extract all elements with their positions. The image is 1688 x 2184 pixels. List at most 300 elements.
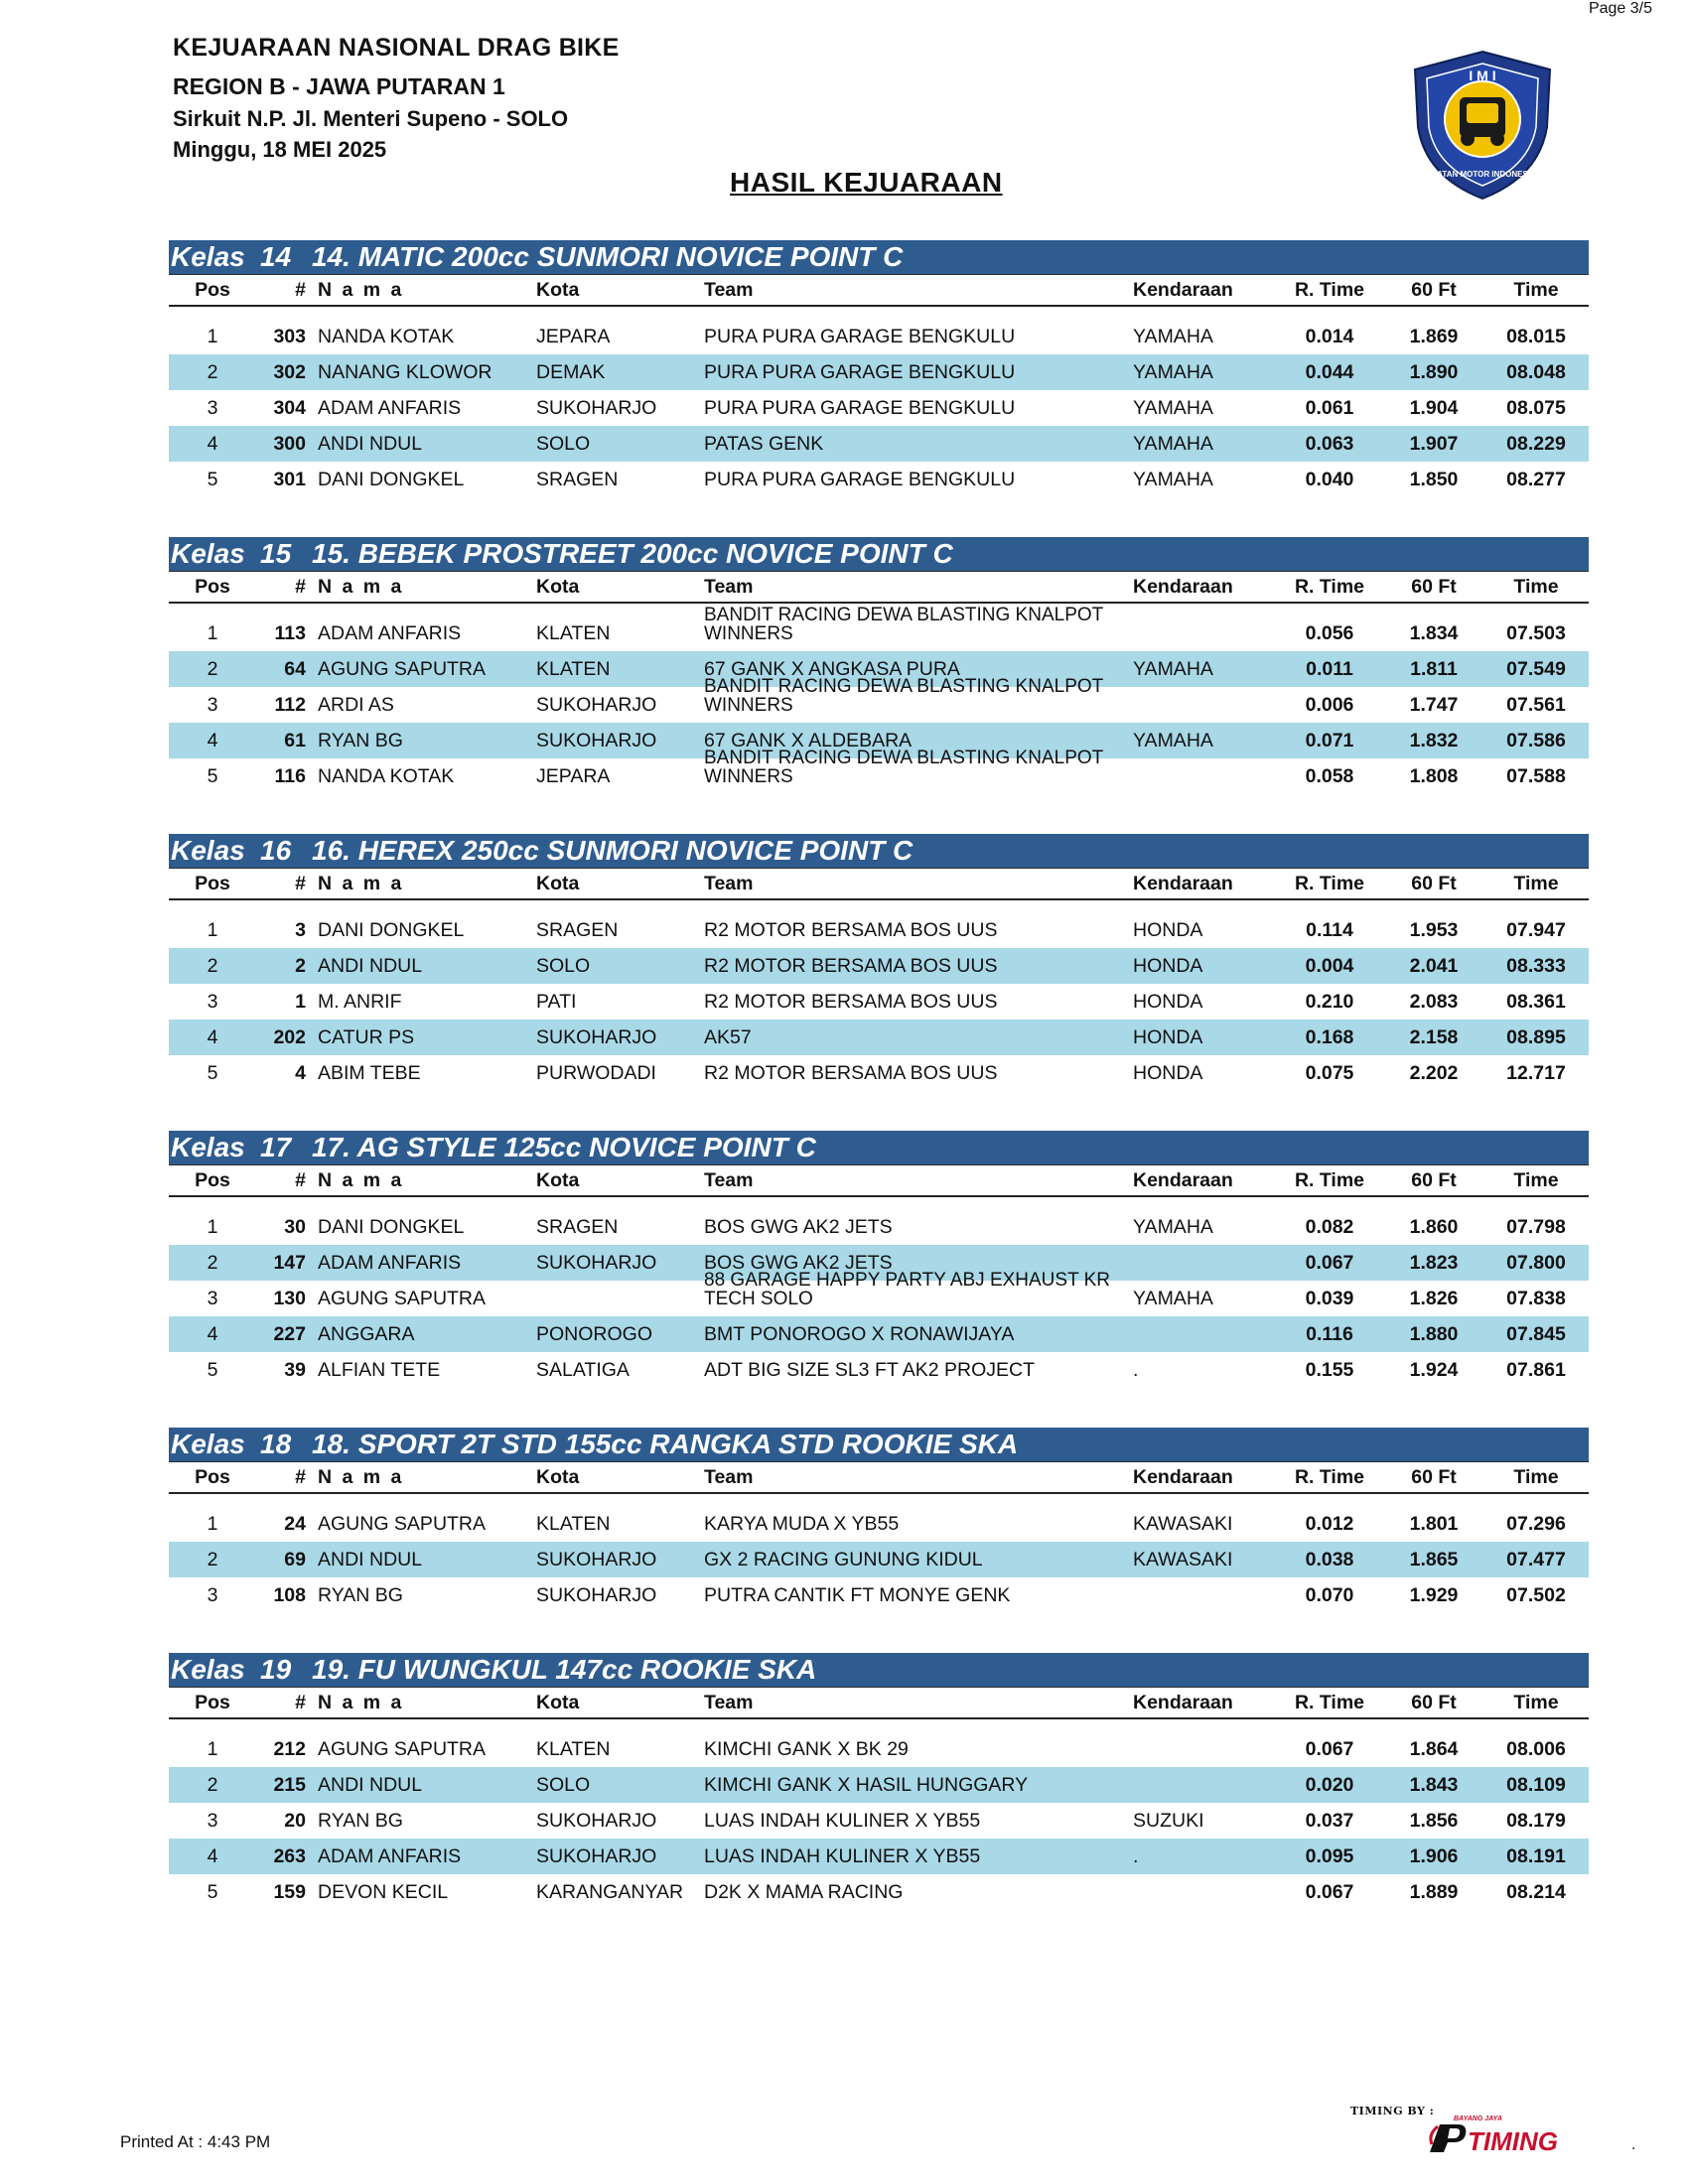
cell-rtime: 0.014: [1305, 325, 1354, 347]
cell-time: 08.361: [1506, 990, 1566, 1013]
cell-rtime: 0.210: [1305, 990, 1354, 1013]
cell-kendaraan: HONDA: [1133, 1061, 1203, 1084]
cell-number: 159: [273, 1880, 306, 1903]
team-text: PURA PURA GARAGE BENGKULU: [704, 469, 1016, 490]
cell-time: 07.947: [1506, 918, 1566, 941]
cell-time: 07.561: [1506, 693, 1566, 716]
cell-kota: KLATEN: [536, 657, 611, 680]
cell-60ft: 1.834: [1409, 621, 1459, 644]
cell-kendaraan: YAMAHA: [1133, 432, 1213, 455]
col-kota-header: Kota: [536, 872, 580, 894]
cell-kendaraan: HONDA: [1133, 918, 1203, 941]
cell-time: 08.895: [1506, 1025, 1566, 1048]
cell-60ft: 2.083: [1409, 990, 1459, 1013]
cell-rtime: 0.011: [1306, 657, 1353, 680]
cell-rtime: 0.039: [1305, 1287, 1354, 1309]
cell-number: 304: [273, 396, 306, 419]
class-section-16: [169, 834, 1589, 1091]
cell-rtime: 0.037: [1305, 1809, 1354, 1832]
cell-time: 12.717: [1506, 1061, 1566, 1084]
cell-name: ALFIAN TETE: [318, 1358, 441, 1381]
cell-number: 116: [274, 764, 306, 787]
team-text: KIMCHI GANK X BK 29: [704, 1738, 909, 1760]
event-date: Minggu, 18 MEI 2025: [173, 137, 387, 163]
cell-time: 07.800: [1506, 1251, 1566, 1274]
cell-kendaraan: HONDA: [1133, 1025, 1203, 1048]
col-team-header: Team: [704, 1168, 754, 1191]
timing-by-label: TIMING BY :: [1350, 2105, 1435, 2117]
cell-name: RYAN BG: [318, 1583, 403, 1606]
cell-kota: PATI: [536, 990, 577, 1013]
cell-name: RYAN BG: [318, 729, 403, 751]
cell-name: ANDI NDUL: [318, 954, 423, 977]
cell-rtime: 0.061: [1305, 396, 1354, 419]
class-section-17: [169, 1131, 1589, 1388]
team-text: R2 MOTOR BERSAMA BOS UUS: [704, 919, 998, 941]
table-row: [169, 1542, 1589, 1577]
col-name-header: N a m a: [318, 1168, 404, 1191]
class-section-18: [169, 1428, 1589, 1613]
col-pos-header: Pos: [195, 872, 230, 894]
cell-rtime: 0.063: [1305, 432, 1354, 455]
cell-rtime: 0.012: [1305, 1512, 1354, 1535]
class-title: 19. FU WUNGKUL 147cc ROOKIE SKA: [312, 1654, 817, 1685]
cell-number: 112: [274, 693, 306, 716]
team-text: BANDIT RACING DEWA BLASTING KNALPOT WINNERS: [704, 605, 1103, 644]
cell-kota: SUKOHARJO: [536, 396, 657, 419]
cell-pos: 4: [207, 432, 218, 455]
class-number: 16: [260, 835, 292, 866]
col-60ft-header: 60 Ft: [1411, 872, 1457, 894]
cell-team: [704, 984, 1133, 1020]
cell-team: [704, 1577, 1133, 1613]
timing-brand: TIMING: [1468, 2126, 1558, 2156]
team-text: 88 GARAGE HAPPY PARTY ABJ EXHAUST KR TECH SOLO: [704, 1270, 1111, 1309]
cell-name: ADAM ANFARIS: [318, 1251, 462, 1274]
team-text: BANDIT RACING DEWA BLASTING KNALPOT WINNERS: [704, 676, 1103, 716]
cell-kota: SRAGEN: [536, 918, 619, 941]
cell-name: ADAM ANFARIS: [318, 396, 462, 419]
cell-pos: 5: [207, 764, 218, 787]
cell-number: 113: [274, 621, 306, 644]
column-headers: [169, 572, 1589, 604]
team-text: BANDIT RACING DEWA BLASTING KNALPOT WINNERS: [704, 748, 1103, 787]
cell-team: [704, 1316, 1133, 1352]
col-kendaraan-header: Kendaraan: [1133, 1168, 1233, 1191]
table-row: [169, 426, 1589, 462]
cell-pos: 5: [207, 1061, 218, 1084]
timing-logo: [1426, 2109, 1605, 2158]
table-row: [169, 354, 1589, 390]
page-number: Page 3/5: [1588, 0, 1652, 17]
class-label: Kelas: [171, 835, 245, 866]
cell-rtime: 0.075: [1305, 1061, 1354, 1084]
event-region: REGION B - JAWA PUTARAN 1: [173, 72, 505, 99]
col-kendaraan-header: Kendaraan: [1133, 1465, 1233, 1488]
results-rows: [169, 307, 1589, 497]
cell-time: 07.798: [1506, 1215, 1566, 1238]
cell-kota: SALATIGA: [536, 1358, 630, 1381]
col-kota-header: Kota: [536, 278, 580, 301]
cell-time: 08.277: [1506, 468, 1566, 490]
cell-kota: SUKOHARJO: [536, 1809, 657, 1832]
cell-number: 302: [273, 360, 306, 383]
class-number: 19: [260, 1654, 292, 1685]
cell-60ft: 1.904: [1409, 396, 1459, 419]
cell-team: [704, 605, 1133, 651]
col-60ft-header: 60 Ft: [1411, 278, 1457, 301]
cell-team: [704, 426, 1133, 462]
cell-team: [704, 676, 1133, 723]
col-rtime-header: R. Time: [1294, 1465, 1365, 1488]
team-text: KARYA MUDA X YB55: [704, 1513, 900, 1535]
logo-top-text: I M I: [1469, 68, 1496, 83]
cell-number: 130: [273, 1287, 306, 1309]
cell-team: [704, 1270, 1133, 1316]
cell-kota: KLATEN: [536, 1512, 611, 1535]
cell-number: 3: [295, 918, 306, 941]
class-heading: [169, 240, 1589, 275]
class-number: 18: [260, 1429, 292, 1459]
col-number-header: #: [295, 1168, 306, 1191]
class-label: Kelas: [171, 1654, 245, 1685]
cell-rtime: 0.038: [1305, 1548, 1354, 1570]
cell-60ft: 1.890: [1409, 360, 1459, 383]
class-title: 14. MATIC 200cc SUNMORI NOVICE POINT C: [312, 241, 904, 272]
cell-time: 08.075: [1506, 396, 1566, 419]
team-text: ADT BIG SIZE SL3 FT AK2 PROJECT: [704, 1359, 1036, 1381]
class-section-14: [169, 240, 1589, 497]
cell-number: 24: [284, 1512, 306, 1535]
cell-number: 301: [273, 468, 306, 490]
cell-rtime: 0.155: [1305, 1358, 1354, 1381]
cell-pos: 5: [207, 1358, 218, 1381]
cell-rtime: 0.004: [1305, 954, 1354, 977]
cell-name: NANDA KOTAK: [318, 325, 455, 347]
footer-mark: .: [1631, 2136, 1636, 2153]
cell-number: 227: [273, 1322, 306, 1345]
cell-pos: 4: [207, 1322, 218, 1345]
cell-60ft: 1.850: [1409, 468, 1459, 490]
cell-60ft: 2.158: [1409, 1025, 1459, 1048]
imi-logo: [1408, 50, 1557, 201]
class-heading: [169, 537, 1589, 572]
table-row: [169, 1209, 1589, 1245]
cell-kendaraan: YAMAHA: [1133, 468, 1213, 490]
cell-kendaraan: SUZUKI: [1133, 1809, 1204, 1832]
printed-at: Printed At : 4:43 PM: [120, 2132, 271, 2151]
table-row: [169, 605, 1589, 651]
cell-pos: 2: [207, 657, 218, 680]
cell-pos: 4: [207, 1844, 218, 1867]
cell-kendaraan: YAMAHA: [1133, 1215, 1213, 1238]
cell-number: 147: [273, 1251, 306, 1274]
cell-pos: 4: [207, 1025, 218, 1048]
cell-number: 1: [295, 990, 306, 1013]
cell-time: 07.502: [1506, 1583, 1566, 1606]
cell-60ft: 2.202: [1409, 1061, 1459, 1084]
cell-number: 61: [284, 729, 306, 751]
team-text: PURA PURA GARAGE BENGKULU: [704, 397, 1016, 419]
col-pos-header: Pos: [195, 1168, 230, 1191]
cell-kendaraan: YAMAHA: [1133, 657, 1213, 680]
cell-pos: 1: [207, 1512, 218, 1535]
cell-team: [704, 1352, 1133, 1388]
col-number-header: #: [295, 1691, 306, 1713]
cell-pos: 3: [207, 1809, 218, 1832]
cell-name: NANDA KOTAK: [318, 764, 455, 787]
col-60ft-header: 60 Ft: [1411, 1465, 1457, 1488]
results-rows: [169, 1197, 1589, 1388]
cell-pos: 2: [207, 1251, 218, 1274]
table-row: [169, 1874, 1589, 1910]
cell-rtime: 0.067: [1305, 1880, 1354, 1903]
cell-rtime: 0.116: [1306, 1322, 1353, 1345]
cell-team: [704, 1731, 1133, 1767]
cell-kendaraan: YAMAHA: [1133, 360, 1213, 383]
col-name-header: N a m a: [318, 1691, 404, 1713]
col-rtime-header: R. Time: [1294, 1691, 1365, 1713]
cell-kota: KLATEN: [536, 1737, 611, 1760]
cell-time: 08.179: [1506, 1809, 1566, 1832]
team-text: BMT PONOROGO X RONAWIJAYA: [704, 1323, 1015, 1345]
event-venue: Sirkuit N.P. Jl. Menteri Supeno - SOLO: [173, 105, 569, 131]
col-time-header: Time: [1513, 872, 1559, 894]
cell-60ft: 1.907: [1409, 432, 1459, 455]
cell-number: 215: [273, 1773, 306, 1796]
cell-name: DANI DONGKEL: [318, 1215, 465, 1238]
col-name-header: N a m a: [318, 575, 404, 598]
team-text: LUAS INDAH KULINER X YB55: [704, 1810, 981, 1832]
col-pos-header: Pos: [195, 1691, 230, 1713]
cell-name: AGUNG SAPUTRA: [318, 1512, 487, 1535]
cell-60ft: 1.889: [1409, 1880, 1459, 1903]
cell-time: 07.861: [1506, 1358, 1566, 1381]
timing-credit: [1350, 2105, 1609, 2164]
cell-kota: SUKOHARJO: [536, 1251, 657, 1274]
team-text: PATAS GENK: [704, 433, 824, 455]
col-kota-header: Kota: [536, 1168, 580, 1191]
cell-number: 2: [295, 954, 306, 977]
cell-60ft: 1.953: [1409, 918, 1459, 941]
cell-name: ADAM ANFARIS: [318, 621, 462, 644]
cell-pos: 2: [207, 954, 218, 977]
cell-kota: SRAGEN: [536, 468, 619, 490]
cell-kendaraan: YAMAHA: [1133, 396, 1213, 419]
col-team-header: Team: [704, 872, 754, 894]
col-number-header: #: [295, 872, 306, 894]
cell-rtime: 0.114: [1306, 918, 1353, 941]
team-text: D2K X MAMA RACING: [704, 1881, 904, 1903]
col-kota-header: Kota: [536, 575, 580, 598]
cell-kendaraan: KAWASAKI: [1133, 1512, 1233, 1535]
cell-rtime: 0.040: [1305, 468, 1354, 490]
col-team-header: Team: [704, 575, 754, 598]
class-title: 17. AG STYLE 125cc NOVICE POINT C: [312, 1132, 816, 1162]
class-section-15: [169, 537, 1589, 794]
class-number: 14: [260, 241, 292, 272]
col-name-header: N a m a: [318, 278, 404, 301]
team-text: 67 GANK X ANGKASA PURA: [704, 658, 960, 680]
cell-team: [704, 912, 1133, 948]
class-heading: [169, 1131, 1589, 1165]
results-rows: [169, 604, 1589, 794]
cell-kendaraan: .: [1133, 1844, 1139, 1867]
cell-time: 07.503: [1506, 621, 1566, 644]
col-number-header: #: [295, 1465, 306, 1488]
cell-pos: 1: [207, 1215, 218, 1238]
col-kota-header: Kota: [536, 1465, 580, 1488]
cell-number: 108: [273, 1583, 306, 1606]
cell-number: 202: [273, 1025, 306, 1048]
cell-team: [704, 1542, 1133, 1577]
cell-time: 08.109: [1506, 1773, 1566, 1796]
cell-pos: 3: [207, 1287, 218, 1309]
cell-rtime: 0.168: [1305, 1025, 1354, 1048]
class-heading: [169, 1653, 1589, 1688]
col-kendaraan-header: Kendaraan: [1133, 278, 1233, 301]
cell-pos: 2: [207, 1548, 218, 1570]
cell-60ft: 1.826: [1409, 1287, 1459, 1309]
col-kendaraan-header: Kendaraan: [1133, 575, 1233, 598]
team-text: BOS GWG AK2 JETS: [704, 1252, 893, 1274]
cell-rtime: 0.067: [1305, 1251, 1354, 1274]
cell-number: 69: [284, 1548, 306, 1570]
team-text: LUAS INDAH KULINER X YB55: [704, 1845, 981, 1867]
cell-team: [704, 1055, 1133, 1091]
cell-name: ANGGARA: [318, 1322, 415, 1345]
cell-kota: DEMAK: [536, 360, 606, 383]
cell-kota: SUKOHARJO: [536, 1583, 657, 1606]
team-text: R2 MOTOR BERSAMA BOS UUS: [704, 1062, 998, 1084]
cell-pos: 2: [207, 360, 218, 383]
cell-60ft: 1.823: [1409, 1251, 1459, 1274]
cell-rtime: 0.056: [1305, 621, 1354, 644]
cell-kota: KLATEN: [536, 621, 611, 644]
table-row: [169, 462, 1589, 497]
class-heading: [169, 1428, 1589, 1462]
cell-pos: 4: [207, 729, 218, 751]
cell-name: DEVON KECIL: [318, 1880, 449, 1903]
col-kendaraan-header: Kendaraan: [1133, 872, 1233, 894]
col-pos-header: Pos: [195, 1465, 230, 1488]
cell-name: RYAN BG: [318, 1809, 403, 1832]
class-heading: [169, 834, 1589, 869]
table-row: [169, 912, 1589, 948]
table-row: [169, 1506, 1589, 1542]
cell-kota: SUKOHARJO: [536, 693, 657, 716]
cell-number: 263: [273, 1844, 306, 1867]
cell-kota: PONOROGO: [536, 1322, 653, 1345]
cell-team: [704, 1020, 1133, 1055]
cell-kendaraan: HONDA: [1133, 954, 1203, 977]
cell-pos: 1: [207, 621, 218, 644]
cell-pos: 2: [207, 1773, 218, 1796]
class-title: 15. BEBEK PROSTREET 200cc NOVICE POINT C: [312, 538, 953, 569]
table-row: [169, 1767, 1589, 1803]
cell-kendaraan: YAMAHA: [1133, 729, 1213, 751]
col-time-header: Time: [1513, 575, 1559, 598]
cell-60ft: 1.856: [1409, 1809, 1459, 1832]
results-rows: [169, 1719, 1589, 1910]
cell-pos: 3: [207, 396, 218, 419]
col-kendaraan-header: Kendaraan: [1133, 1691, 1233, 1713]
cell-60ft: 1.924: [1409, 1358, 1459, 1381]
col-kota-header: Kota: [536, 1691, 580, 1713]
cell-rtime: 0.044: [1305, 360, 1354, 383]
cell-pos: 1: [207, 918, 218, 941]
cell-time: 08.191: [1506, 1844, 1566, 1867]
cell-kendaraan: YAMAHA: [1133, 325, 1213, 347]
cell-team: [704, 748, 1133, 794]
cell-name: DANI DONGKEL: [318, 918, 465, 941]
cell-pos: 1: [207, 325, 218, 347]
class-number: 15: [260, 538, 292, 569]
col-name-header: N a m a: [318, 1465, 404, 1488]
results-heading: HASIL KEJUARAAN: [730, 167, 1003, 198]
class-label: Kelas: [171, 1429, 245, 1459]
col-team-header: Team: [704, 1465, 754, 1488]
cell-pos: 3: [207, 990, 218, 1013]
col-rtime-header: R. Time: [1294, 872, 1365, 894]
table-row: [169, 1731, 1589, 1767]
cell-name: AGUNG SAPUTRA: [318, 657, 487, 680]
cell-60ft: 1.880: [1409, 1322, 1459, 1345]
table-row: [169, 748, 1589, 794]
table-row: [169, 948, 1589, 984]
results-rows: [169, 900, 1589, 1091]
table-row: [169, 1316, 1589, 1352]
cell-60ft: 1.929: [1409, 1583, 1459, 1606]
cell-time: 07.477: [1506, 1548, 1566, 1570]
table-row: [169, 1352, 1589, 1388]
cell-number: 39: [284, 1358, 306, 1381]
cell-pos: 3: [207, 1583, 218, 1606]
team-text: PURA PURA GARAGE BENGKULU: [704, 361, 1016, 383]
cell-team: [704, 390, 1133, 426]
cell-kendaraan: .: [1133, 1358, 1139, 1381]
team-text: BOS GWG AK2 JETS: [704, 1216, 893, 1238]
cell-60ft: 1.860: [1409, 1215, 1459, 1238]
cell-kota: SUKOHARJO: [536, 1844, 657, 1867]
cell-name: M. ANRIF: [318, 990, 402, 1013]
cell-60ft: 1.808: [1409, 764, 1459, 787]
cell-name: DANI DONGKEL: [318, 468, 465, 490]
cell-kota: SOLO: [536, 1773, 591, 1796]
cell-time: 07.588: [1506, 764, 1566, 787]
table-row: [169, 319, 1589, 354]
col-time-header: Time: [1513, 1465, 1559, 1488]
cell-number: 212: [273, 1737, 306, 1760]
class-number: 17: [260, 1132, 292, 1162]
column-headers: [169, 869, 1589, 900]
cell-time: 08.006: [1506, 1737, 1566, 1760]
col-team-header: Team: [704, 1691, 754, 1713]
table-row: [169, 1270, 1589, 1316]
cell-pos: 3: [207, 693, 218, 716]
class-title: 18. SPORT 2T STD 155cc RANGKA STD ROOKIE SKA: [312, 1429, 1019, 1459]
team-text: KIMCHI GANK X HASIL HUNGGARY: [704, 1774, 1029, 1796]
table-row: [169, 1803, 1589, 1839]
cell-time: 08.214: [1506, 1880, 1566, 1903]
cell-team: [704, 1506, 1133, 1542]
col-time-header: Time: [1513, 278, 1559, 301]
cell-pos: 1: [207, 1737, 218, 1760]
cell-team: [704, 319, 1133, 354]
event-title: KEJUARAAN NASIONAL DRAG BIKE: [173, 34, 620, 62]
cell-rtime: 0.020: [1305, 1773, 1354, 1796]
cell-name: ANDI NDUL: [318, 432, 423, 455]
